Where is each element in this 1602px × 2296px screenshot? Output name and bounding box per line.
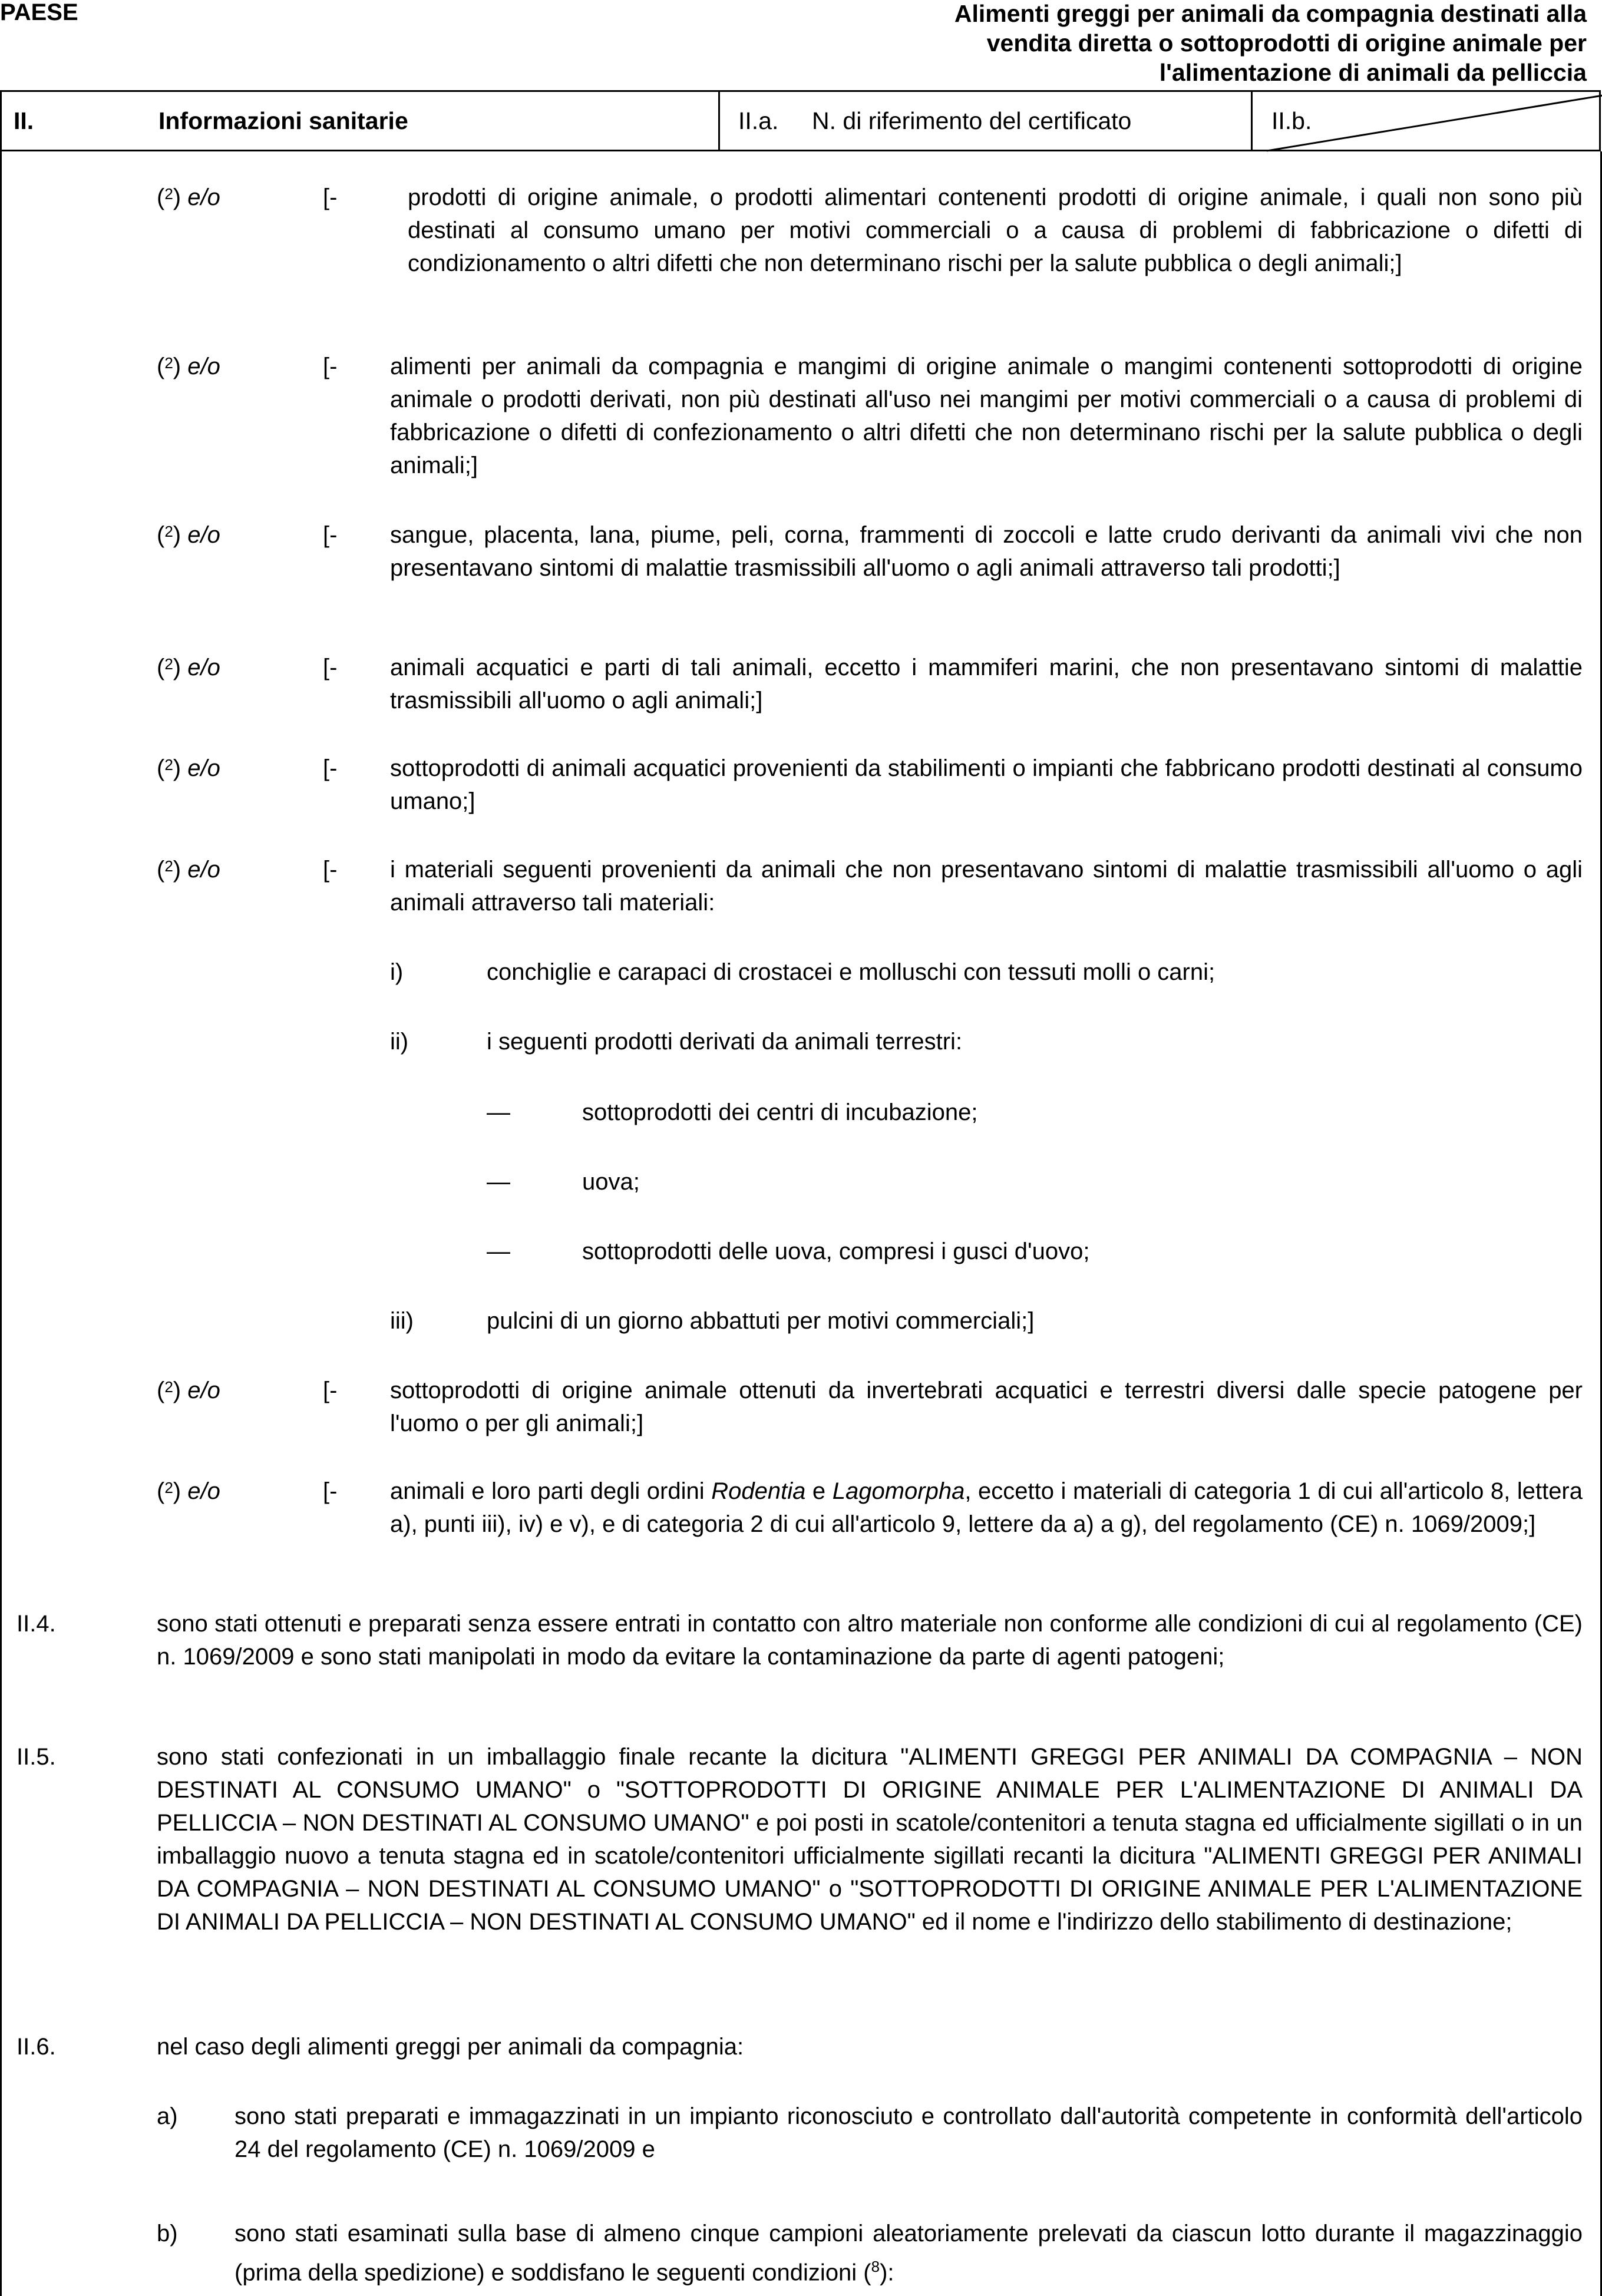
dash-marker: — [487,1169,510,1195]
footnote-ref: ($^2$) e/o [157,354,220,379]
document-title-line-2: vendita diretta o sottoprodotti di origine animale per [986,29,1587,57]
footnote-ref: ($^2$) e/o [157,755,220,781]
header-divider [718,92,720,150]
dash-item-text: uova; [582,1169,640,1195]
bracket-marker: [- [323,1377,338,1403]
certificate-reference-label: N. di riferimento del certificato [812,107,1132,134]
document-title-line-1: Alimenti greggi per animali da compagnia destinati alla [954,0,1587,27]
option-text: animali e loro parti degli ordini Rodentia e Lagomorpha, eccetto i materiali di categoria 1 di cui all'articolo 8, lettera a), punti iii), iv) e v), e di categoria 2 di cui all'articolo 9, lettere da a) a g), del regolamento (CE) n. 1069/2009;] [390,1478,1583,1537]
paragraph-number: II.6. [16,2034,56,2060]
bracket-marker: [- [323,354,338,379]
dash-marker: — [487,1099,510,1125]
option-text: animali acquatici e parti di tali animali, eccetto i mammiferi marini, che non presentavano sintomi di malattie trasmissibili all'uomo o agli animali;] [390,655,1583,713]
letter-item-text: sono stati preparati e immagazzinati in un impianto riconosciuto e controllato dall'autorità competente in conformità dell'articolo 24 del regolamento (CE) n. 1069/2009 e [234,2103,1583,2162]
frame-left-border [0,151,2,2296]
footnote-ref: ($^2$) e/o [157,857,220,883]
document-title-line-3: l'alimentazione di animali da pelliccia [1159,59,1587,86]
paragraph-number: II.4. [16,1611,56,1637]
paragraph-text: nel caso degli alimenti greggi per animali da compagnia: [157,2034,744,2060]
subitem-text: pulcini di un giorno abbattuti per motivi commerciali;] [487,1308,1035,1334]
footnote-ref: ($^2$) e/o [157,522,220,548]
option-text: alimenti per animali da compagnia e mangimi di origine animale o mangimi contenenti sottoprodotti di origine animale o prodotti derivati, non più destinati all'uso nei mangimi per motivi commerciali o a causa di problemi di fabbricazione o difetti di confezionamento o altri difetti che non determinano rischi per la salute pubblica o degli animali;] [390,354,1583,478]
document-title [821,0,1587,87]
option-text: sottoprodotti di origine animale ottenuti da invertebrati acquatici e terrestri diversi dalle specie patogene per l'uomo o per gli animali;] [390,1377,1583,1436]
option-text: sangue, placenta, lana, piume, peli, corna, frammenti di zoccoli e latte crudo derivanti da animali vivi che non presentavano sintomi di malattie trasmissibili all'uomo o agli animali attraverso tali prodotti;] [390,522,1583,581]
subitem-text: i seguenti prodotti derivati da animali terrestri: [487,1029,963,1055]
subitem-label: ii) [390,1029,409,1055]
bracket-marker: [- [323,522,338,548]
subitem-label: i) [390,959,404,985]
paragraph-number: II.5. [16,1744,56,1770]
letter-item-text: sono stati esaminati sulla base di almeno cinque campioni aleatoriamente prelevati da ciascun lotto durante il magazzinaggio (prima della spedizione) e soddisfano le seguenti condizioni ($^8$): [234,2221,1583,2286]
country-label: PAESE [0,0,78,25]
section-title: Informazioni sanitarie [158,107,408,134]
subitem-label: iii) [390,1308,414,1334]
dash-item-text: sottoprodotti delle uova, compresi i gusci d'uovo; [582,1238,1090,1264]
letter-label: a) [157,2103,178,2129]
reference-code-b: II.b. [1271,107,1312,134]
subitem-text: conchiglie e carapaci di crostacei e molluschi con tessuti molli o carni; [487,959,1215,985]
option-text: sottoprodotti di animali acquatici provenienti da stabilimenti o impianti che fabbricano prodotti destinati al consumo umano;] [390,755,1583,814]
header-diagonal-line [1267,88,1602,159]
reference-code-a: II.a. [738,107,779,134]
dash-item-text: sottoprodotti dei centri di incubazione; [582,1099,978,1125]
section-number: II. [14,107,34,134]
paragraph-text: sono stati ottenuti e preparati senza essere entrati in contatto con altro materiale non conforme alle condizioni di cui al regolamento (CE) n. 1069/2009 e sono stati manipolati in modo da evitare la contaminazione da parte di agenti patogeni; [157,1611,1583,1670]
footnote-ref: ($^2$) e/o [157,1478,220,1504]
bracket-marker: [- [323,755,338,781]
bracket-marker: [- [323,184,338,210]
option-text: i materiali seguenti provenienti da animali che non presentavano sintomi di malattie trasmissibili all'uomo o agli animali attraverso tali materiali: [390,857,1583,916]
header-divider [1251,92,1253,150]
option-text: prodotti di origine animale, o prodotti alimentari contenenti prodotti di origine animale, i quali non sono più destinati al consumo umano per motivi commerciali o a causa di problemi di fabbricazione o difetti di condizionamento o altri difetti che non determinano rischi per la salute pubblica o degli animali;] [408,184,1583,276]
footnote-ref: ($^2$) e/o [157,1377,220,1403]
footnote-ref: ($^2$) e/o [157,184,220,210]
paragraph-text: sono stati confezionati in un imballaggio finale recante la dicitura "ALIMENTI GREGGI PER ANIMALI DA COMPAGNIA – NON DESTINATI AL CONSUMO UMANO" o "SOTTOPRODOTTI DI ORIGINE ANIMALE PER L'ALIMENTAZIONE DI ANIMALI DA PELLICCIA – NON DESTINATI AL CONSUMO UMANO" e poi posti in scatole/contenitori a tenuta stagna ed ufficialmente sigillati o in un imballaggio nuovo a tenuta stagna ed in scatole/contenitori ufficialmente sigillati recanti la dicitura "ALIMENTI GREGGI PER ANIMALI DA COMPAGNIA – NON DESTINATI AL CONSUMO UMANO" o "SOTTOPRODOTTI DI ORIGINE ANIMALE PER L'ALIMENTAZIONE DI ANIMALI DA PELLICCIA – NON DESTINATI AL CONSUMO UMANO" ed il nome e l'indirizzo dello stabilimento di destinazione; [157,1744,1583,1935]
bracket-marker: [- [323,857,338,883]
footnote-ref: ($^2$) e/o [157,655,220,680]
letter-label: b) [157,2221,178,2247]
bracket-marker: [- [323,1478,338,1504]
bracket-marker: [- [323,655,338,680]
dash-marker: — [487,1238,510,1264]
